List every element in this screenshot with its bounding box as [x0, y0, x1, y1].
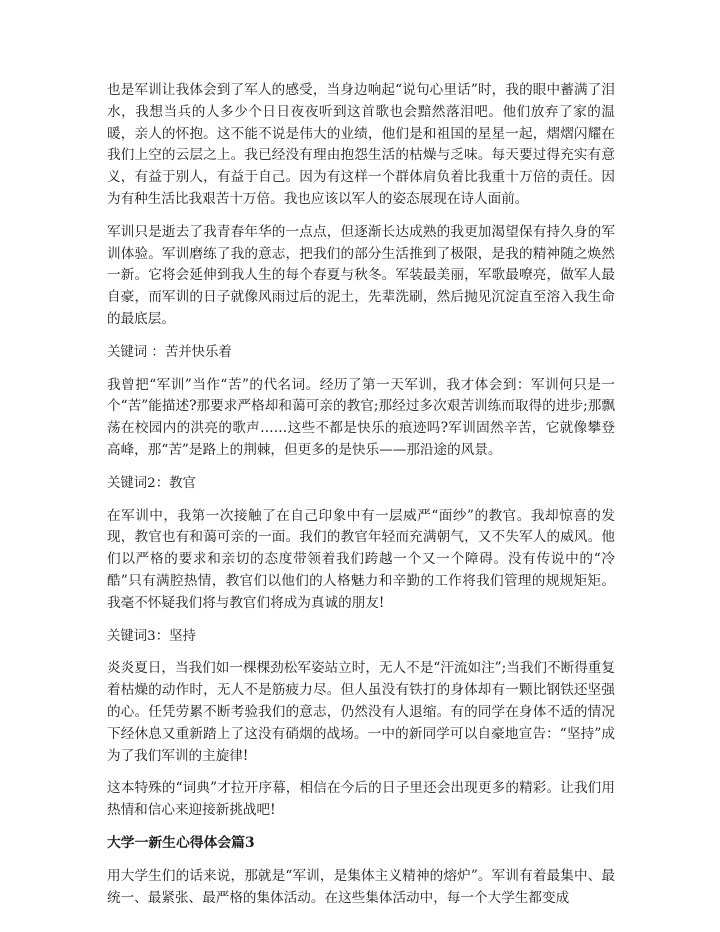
paragraph-6: 这本特殊的“词典”才拉开序幕，相信在今后的日子里还会出现更多的精彩。让我们用热情和信心来迎接新挑战吧! — [107, 780, 615, 819]
keyword-heading-1: 关键词 ：苦并快乐着 — [107, 344, 232, 360]
document-body — [107, 80, 615, 920]
paragraph-1: 也是军训让我体会到了军人的感受，当身边响起“说句心里话”时，我的眼中蓄满了泪水，我想当兵的人多少个日日夜夜听到这首歌也会黯然落泪吧。他们放弃了家的温暖，亲人的怀抱。这不能不说是伟大的业绩，他们是和祖国的星星一起，熠熠闪耀在我们上空的云层之上。我已经没有理由抱怨生活的枯燥与乏味。每天要过得充实有意义，有益于别人，有益于自己。因为有这样一个群体肩负着比我重十万倍的责任。因为有种生活比我艰苦十万倍。我也应该以军人的姿态展现在诗人面前。 — [107, 82, 615, 207]
paragraph-3: 我曾把“军训”当作“苦”的代名词。经历了第一天军训，我才体会到：军训何只是一个“苦”能描述?那要求严格却和蔼可亲的教官;那经过多次艰苦训练而取得的进步;那飘荡在校园内的洪亮的歌声……这些不都是快乐的痕迹吗?军训固然辛苦，它就像攀登高峰，那“苦”是路上的荆棘，但更多的是快乐——那沿途的风景。 — [107, 376, 615, 458]
keyword-heading-3: 关键词3：坚持 — [107, 628, 196, 644]
keyword-heading-2: 关键词2：教官 — [107, 475, 196, 491]
paragraph-7: 用大学生们的话来说，那就是“军训，是集体主义精神的熔炉”。军训有着最集中、最统一、最紧张、最严格的集体活动。在这些集体活动中，每一个大学生都变成 — [107, 867, 615, 906]
paragraph-5: 炎炎夏日，当我们如一棵棵劲松军姿站立时，无人不是“汗流如注”;当我们不断得重复着枯燥的动作时，无人不是筋疲力尽。但人虽没有铁打的身体却有一颗比钢铁还坚强的心。任凭劳累不断考验我们的意志，仍然没有人退缩。有的同学在身体不适的情况下经休息又重新踏上了这没有硝烟的战场。一中的新同学可以自豪地宣告：“坚持”成为了我们军训的主旋律! — [107, 660, 615, 764]
paragraph-2: 军训只是逝去了我青春年华的一点点，但逐渐长达成熟的我更加渴望保有持久身的军训体验。军训磨练了我的意志，把我们的部分生活推到了极限，是我的精神随之焕然一新。它将会延伸到我人生的每个春夏与秋冬。军装最美丽，军歌最嘹亮，做军人最自豪，而军训的日子就像风雨过后的泥土，先辈洗刷，然后抛见沉淀直至溶入我生命的最底层。 — [107, 223, 615, 327]
section-heading: 大学一新生心得体会篇3 — [107, 834, 255, 851]
paragraph-4: 在军训中，我第一次接触了在自己印象中有一层威严“面纱”的教官。我却惊喜的发现，教官也有和蔼可亲的一面。我们的教官年轻而充满朝气，又不失军人的威风。他们以严格的要求和亲切的态度带领着我们跨越一个又一个障碍。没有传说中的“冷酷”只有满腔热情，教官们以他们的人格魅力和辛勤的工作将我们管理的规规矩矩。我毫不怀疑我们将与教官们将成为真诚的朋友! — [107, 507, 615, 611]
